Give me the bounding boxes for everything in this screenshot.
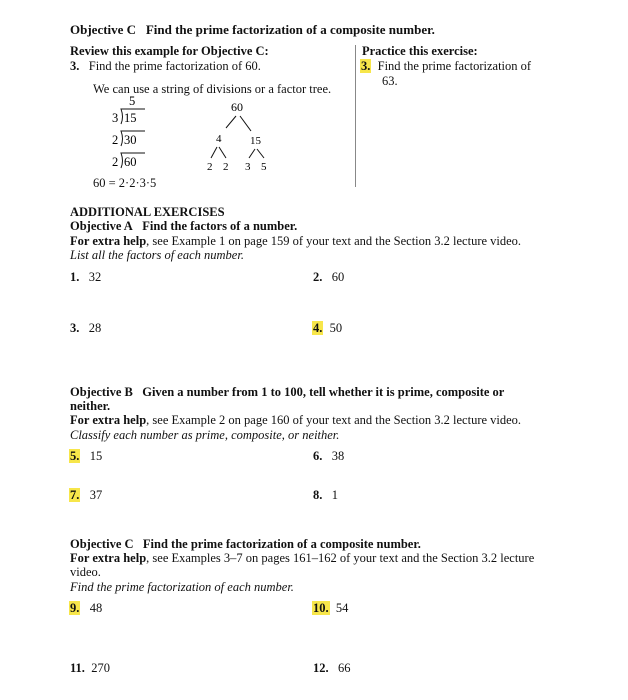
objective-a-title: Find the factors of a number. (142, 219, 298, 233)
exercise-number-highlighted: 4. (313, 321, 323, 335)
objective-b-title-line2: neither. (70, 399, 111, 413)
exercise-number: 8. (313, 488, 323, 502)
exercise-11 (70, 661, 110, 676)
column-divider (355, 45, 356, 187)
objective-a-heading (70, 219, 297, 234)
exercise-7 (69, 488, 102, 503)
exercise-3 (70, 321, 101, 336)
objective-c-label: Objective C (70, 537, 134, 551)
help-bold: For extra help (70, 413, 147, 427)
division-dividend-2: 30 (124, 133, 137, 147)
exercise-value: 37 (89, 488, 103, 502)
exercise-value: 15 (89, 449, 103, 463)
example-line (70, 59, 261, 74)
exercise-value: 54 (335, 601, 349, 615)
division-divisor-2: 2 (112, 133, 119, 147)
tree-branch-15-left (249, 149, 255, 158)
division-divisor-1: 3 (112, 111, 119, 125)
exercise-10 (312, 601, 348, 616)
tree-branch-15-right (257, 149, 264, 158)
tree-leaf-2a: 2 (207, 161, 213, 173)
division-divisor-3: 2 (112, 155, 119, 169)
exercise-value: 60 (331, 270, 345, 284)
exercise-number-highlighted: 7. (70, 488, 80, 502)
factor-tree (200, 100, 280, 180)
tree-leaf-2b: 2 (223, 161, 229, 173)
practice-text-line1: Find the prime factorization of (377, 59, 532, 73)
practice-line (360, 59, 531, 74)
objective-b-label: Objective B (70, 385, 133, 399)
help-bold: For extra help (70, 551, 147, 565)
exercise-number: 12. (313, 661, 329, 675)
practice-number: 3. (361, 59, 371, 73)
help-bold: For extra help (70, 234, 147, 248)
objective-a-help (70, 234, 521, 249)
tree-root: 60 (231, 100, 243, 114)
exercise-value: 28 (88, 321, 102, 335)
exercise-value: 66 (338, 661, 351, 675)
exercise-number-highlighted: 5. (70, 449, 80, 463)
tree-leaf-5: 5 (261, 161, 267, 173)
exercise-number: 11. (70, 661, 85, 675)
objective-b-title-line1: Given a number from 1 to 100, tell whether it is prime, composite or (142, 385, 505, 399)
objective-b-heading (70, 385, 504, 400)
tree-node-4: 4 (216, 133, 222, 145)
division-dividend-3: 60 (124, 155, 137, 169)
exercise-number: 1. (70, 270, 80, 284)
exercise-number: 6. (313, 449, 323, 463)
objective-c-title: Find the prime factorization of a composite number. (142, 537, 421, 551)
method-text: We can use a string of divisions or a factor tree. (93, 82, 332, 96)
exercise-value: 38 (331, 449, 345, 463)
tree-leaf-3: 3 (245, 161, 251, 173)
review-heading: Review this example for Objective C: (70, 44, 269, 58)
exercise-number: 2. (313, 270, 323, 284)
exercise-value: 48 (89, 601, 103, 615)
exercise-value: 50 (329, 321, 343, 335)
factorization-result: 60 = 2·2·3·5 (93, 176, 157, 190)
tree-branch-4-right (219, 147, 226, 158)
exercise-value: 270 (91, 661, 110, 675)
exercise-4 (312, 321, 342, 336)
additional-heading: ADDITIONAL EXERCISES (70, 205, 225, 219)
objective-a-label: Objective A (70, 219, 133, 233)
exercise-number-highlighted: 9. (70, 601, 80, 615)
tree-branch-right (240, 116, 251, 131)
objective-c-instruction: Find the prime factorization of each number. (70, 580, 294, 594)
example-number: 3. (70, 59, 80, 73)
exercise-5 (69, 449, 102, 464)
objective-c-help-line2: video. (70, 565, 101, 579)
exercise-9 (69, 601, 102, 616)
tree-branch-4-left (211, 147, 217, 158)
exercise-value: 32 (88, 270, 102, 284)
objective-b-help (70, 413, 521, 428)
practice-heading: Practice this exercise: (362, 44, 478, 58)
division-ladder (105, 93, 165, 173)
help-text: , see Example 1 on page 159 of your text and the Section 3.2 lecture video. (146, 234, 522, 248)
objective-b-instruction: Classify each number as prime, composite, or neither. (70, 428, 340, 442)
help-text-line1: , see Examples 3–7 on pages 161–162 of your text and the Section 3.2 lecture (146, 551, 535, 565)
exercise-6 (313, 449, 344, 464)
help-text: , see Example 2 on page 160 of your text and the Section 3.2 lecture video. (146, 413, 522, 427)
objective-title: Find the prime factorization of a composite number. (145, 22, 435, 37)
exercise-value: 1 (331, 488, 338, 502)
tree-branch-left (226, 116, 236, 128)
objective-c-heading (70, 22, 435, 38)
objective-c-help (70, 551, 534, 566)
objective-c-bottom-heading (70, 537, 421, 552)
objective-label: Objective C (70, 22, 137, 37)
example-text: Find the prime factorization of 60. (88, 59, 261, 73)
objective-a-instruction: List all the factors of each number. (70, 248, 244, 262)
division-quotient: 5 (129, 94, 136, 108)
division-dividend-1: 15 (124, 111, 137, 125)
tree-node-15: 15 (250, 135, 261, 147)
exercise-1 (70, 270, 101, 285)
exercise-number: 3. (70, 321, 80, 335)
exercise-8 (313, 488, 338, 503)
exercise-2 (313, 270, 344, 285)
practice-text-line2: 63. (382, 74, 398, 88)
exercise-12 (313, 661, 351, 676)
exercise-number-highlighted: 10. (313, 601, 329, 615)
